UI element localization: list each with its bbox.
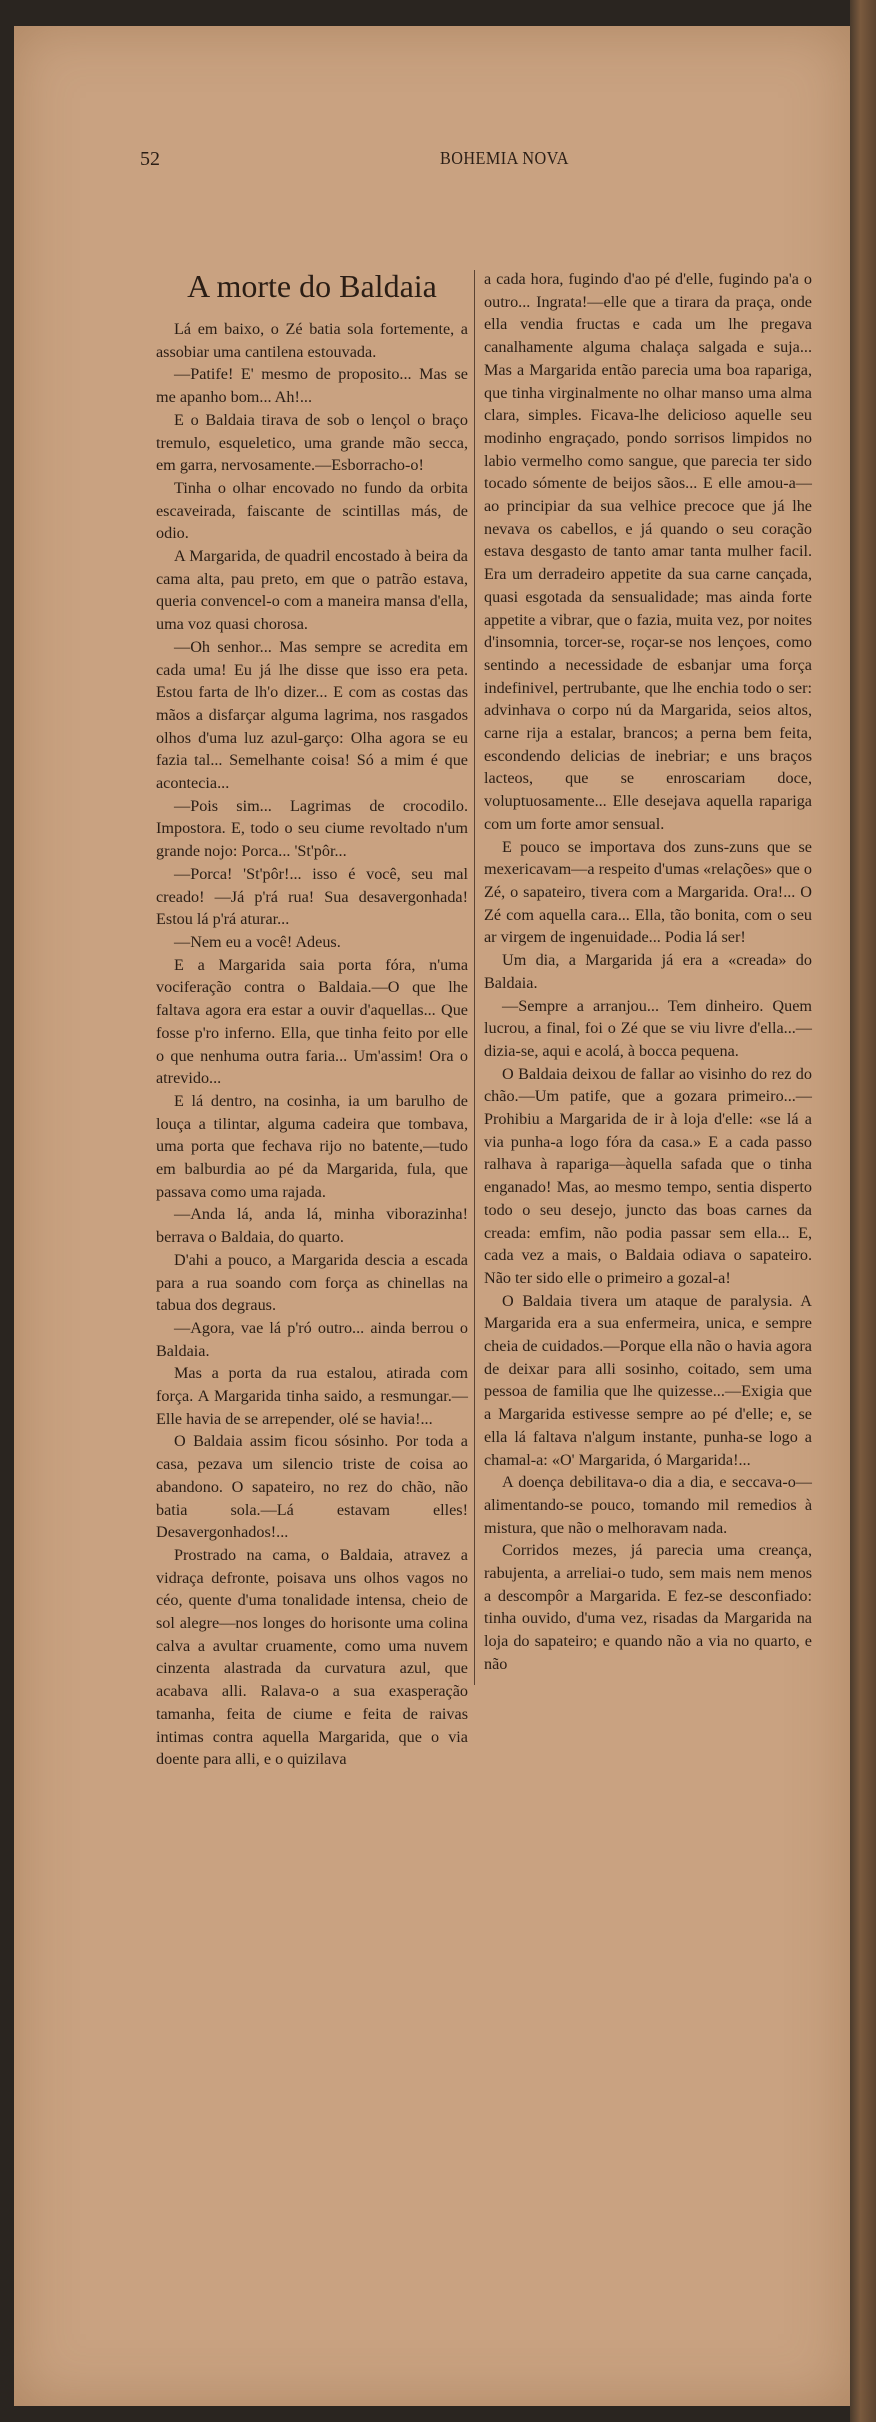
paragraph: E o Baldaia tirava de sob o lençol o braço tremulo, esqueletico, uma grande mão secca, em garra, nervosamente.—Esborracho-o!	[156, 410, 468, 475]
paragraph: D'ahi a pouco, a Margarida descia a escada para a rua soando com força as chinellas na tabua dos degraus.	[156, 1250, 468, 1315]
article-title: A morte do Baldaia	[187, 268, 437, 304]
paragraph: A doença debilitava-o dia a dia, e seccava-o—alimentando-se pouco, tomando mil remedios à mistura, que não o melhoravam nada.	[484, 1473, 812, 1537]
paragraph: O Baldaia tivera um ataque de paralysia. A Margarida era a sua enfermeira, unica, e sempre cheia de cuidados.—Porque ella não o havia agora de deixar para alli sosinho, coitado, sem uma pessoa de familia que lhe quizesse...—Exigia que a Margarida estivesse sempre ao pé d'elle; e, se ella lá faltava n'algum instante, punha-se logo a chamal-a: «O' Margarida, ó Margarida!...	[484, 1291, 812, 1469]
paragraph: Lá em baixo, o Zé batia sola fortemente, a assobiar uma cantilena estouvada.	[156, 320, 468, 361]
paragraph: E a Margarida saia porta fóra, n'uma vociferação contra o Baldaia.—O que lhe faltava agora era estar a ouvir d'aquellas... Que fosse p'ro inferno. Ella, que tinha feito por elle o que nenhuma outra faria... Um'assim! Ora o atrevido...	[156, 955, 468, 1088]
paragraph: O Baldaia deixou de fallar ao visinho do rez do chão.—Um patife, que a gozara primeiro...—Prohibiu a Margarida de ir à loja d'elle: «se lá a via punha-a logo fóra da casa.» E a cada passo ralhava à rapariga—àquella safada que o tinha enganado! Mas, ao mesmo tempo, sentia disperto todo o seu desejo, juncto das boas carnes da creada: emfim, não podia passar sem ella... E, cada vez a mais, o Baldaia odiava o sapateiro. Não ter sido elle o primeiro a gozal-a!	[484, 1064, 812, 1287]
paragraph: —Anda lá, anda lá, minha viborazinha! berrava o Baldaia, do quarto.	[156, 1205, 468, 1247]
paragraph: —Sempre a arranjou... Tem dinheiro. Quem lucrou, a final, foi o Zé que se viu livre d'ella...—dizia-se, aqui e acolá, à bocca pequena.	[484, 996, 812, 1060]
right-column	[484, 268, 812, 1676]
paragraph: Corridos mezes, já parecia uma creança, rabujenta, a arreliai-o tudo, sem mais nem menos a descompôr a Margarida. E fez-se desconfiado: tinha ouvido, d'uma vez, risadas da Margarida na loja do sapateiro; e quando não a via no quarto, e não	[484, 1541, 812, 1673]
paragraph: Prostrado na cama, o Baldaia, atravez a vidraça defronte, poisava uns olhos vagos no céo, quente d'uma tonalidade intensa, cheio de sol alegre—nos longes do horisonte uma colina calva a avultar cruamente, como uma nuvem cinzenta alastrada da curvatura azul, que acabava alli. Ralava-o a sua exasperação tamanha, feita de ciume e feita de raivas intimas contra aquella Margarida, que o via doente para alli, e o quizilava	[156, 1545, 468, 1769]
paragraph: Mas a porta da rua estalou, atirada com força. A Margarida tinha saido, a resmungar.—Elle havia de se arrepender, olé se havia!...	[156, 1364, 468, 1428]
paragraph: —Pois sim... Lagrimas de crocodilo. Impostora. E, todo o seu ciume revoltado n'um grande nojo: Porca... 'St'pôr...	[156, 796, 468, 861]
running-title: BOHEMIA NOVA	[440, 148, 569, 168]
left-column	[156, 268, 468, 1771]
paragraph: E lá dentro, na cosinha, ia um barulho de louça a tilintar, alguma cadeira que tombava, uma porta que fechava rijo no batente,—tudo em balburdia ao pé da Margarida, fula, que passava como uma rajada.	[156, 1091, 468, 1201]
page-header	[140, 148, 840, 178]
paragraph: Um dia, a Margarida já era a «creada» do Baldaia.	[484, 951, 812, 992]
paragraph: A Margarida, de quadril encostado à beira da cama alta, pau preto, em que o patrão estava, queria convencel-o com a maneira mansa d'ella, uma voz quasi chorosa.	[156, 547, 468, 634]
paragraph: —Nem eu a você! Adeus.	[174, 932, 341, 951]
adjacent-page-edge	[850, 0, 876, 2422]
paragraph: E pouco se importava dos zuns-zuns que se mexericavam—a respeito d'umas «relações» que o Zé, o sapateiro, tivera com a Margarida. Ora!... O Zé com aquella cara... Ella, tão bonita, com o seu ar virgem de ingenuidade... Podia lá ser!	[484, 837, 812, 947]
paragraph: —Agora, vae lá p'ró outro... ainda berrou o Baldaia.	[156, 1318, 468, 1360]
paragraph: —Porca! 'St'pôr!... isso é você, seu mal creado! —Já p'rá rua! Sua desavergonhada! Estou lá p'rá aturar...	[156, 864, 468, 929]
paragraph: Tinha o olhar encovado no fundo da orbita escaveirada, faiscante de scintillas más, de odio.	[156, 478, 468, 543]
column-divider	[474, 270, 475, 1685]
paragraph: —Oh senhor... Mas sempre se acredita em cada uma! Eu já lhe disse que isso era peta. Estou farta de lh'o dizer... E com as costas das mãos a disfarçar alguma lagrima, nos rasgados olhos d'uma luz azul-garço: Olha agora se eu fazia tal... Semelhante coisa! Só a mim é que acontecia...	[156, 637, 468, 793]
page-number: 52	[140, 148, 160, 170]
paragraph: a cada hora, fugindo d'ao pé d'elle, fugindo pa'a o outro... Ingrata!—elle que a tirara da praça, onde ella vendia fructas e cada um lhe pregava canalhamente alguma chalaça salgada e suja... Mas a Margarida então parecia uma boa rapariga, que tinha virginalmente no olhar manso uma alma clara, simples. Ficava-lhe delicioso aquelle seu modinho engraçado, pondo sorrisos limpidos no labio vermelho como sangue, que parecia ter sido tocado sómente de beijos sãos... E elle amou-a—ao principiar da sua velhice precoce que já lhe nevava os cabellos, e já quando o seu coração estava desgasto de tanto amar tanta mulher facil. Era um derradeiro appetite da sua carne cançada, quasi esgotada da sensualidade; mas ainda forte appetite a vibrar, que o fazia, muita vez, por noites d'insomnia, torcer-se, roçar-se nos lençoes, como sentindo a necessidade de esbanjar uma força indefinivel, pertrubante, que lhe enchia todo o ser: advinhava o corpo nú da Margarida, seios altos, carne rija a estalar, brancos; a perna bem feita, escondendo delicias de inebriar; e uns braços lacteos, que se enroscariam doce, voluptuosamente... Elle desejava aquella rapariga com um forte amor sensual.	[484, 270, 812, 833]
paragraph: —Patife! E' mesmo de proposito... Mas se me apanho bom... Ah!...	[156, 365, 468, 407]
paragraph: O Baldaia assim ficou sósinho. Por toda a casa, pezava um silencio triste de coisa ao abandono. O sapateiro, no rez do chão, não batia sola.—Lá estavam elles! Desavergonhados!...	[156, 1432, 468, 1542]
